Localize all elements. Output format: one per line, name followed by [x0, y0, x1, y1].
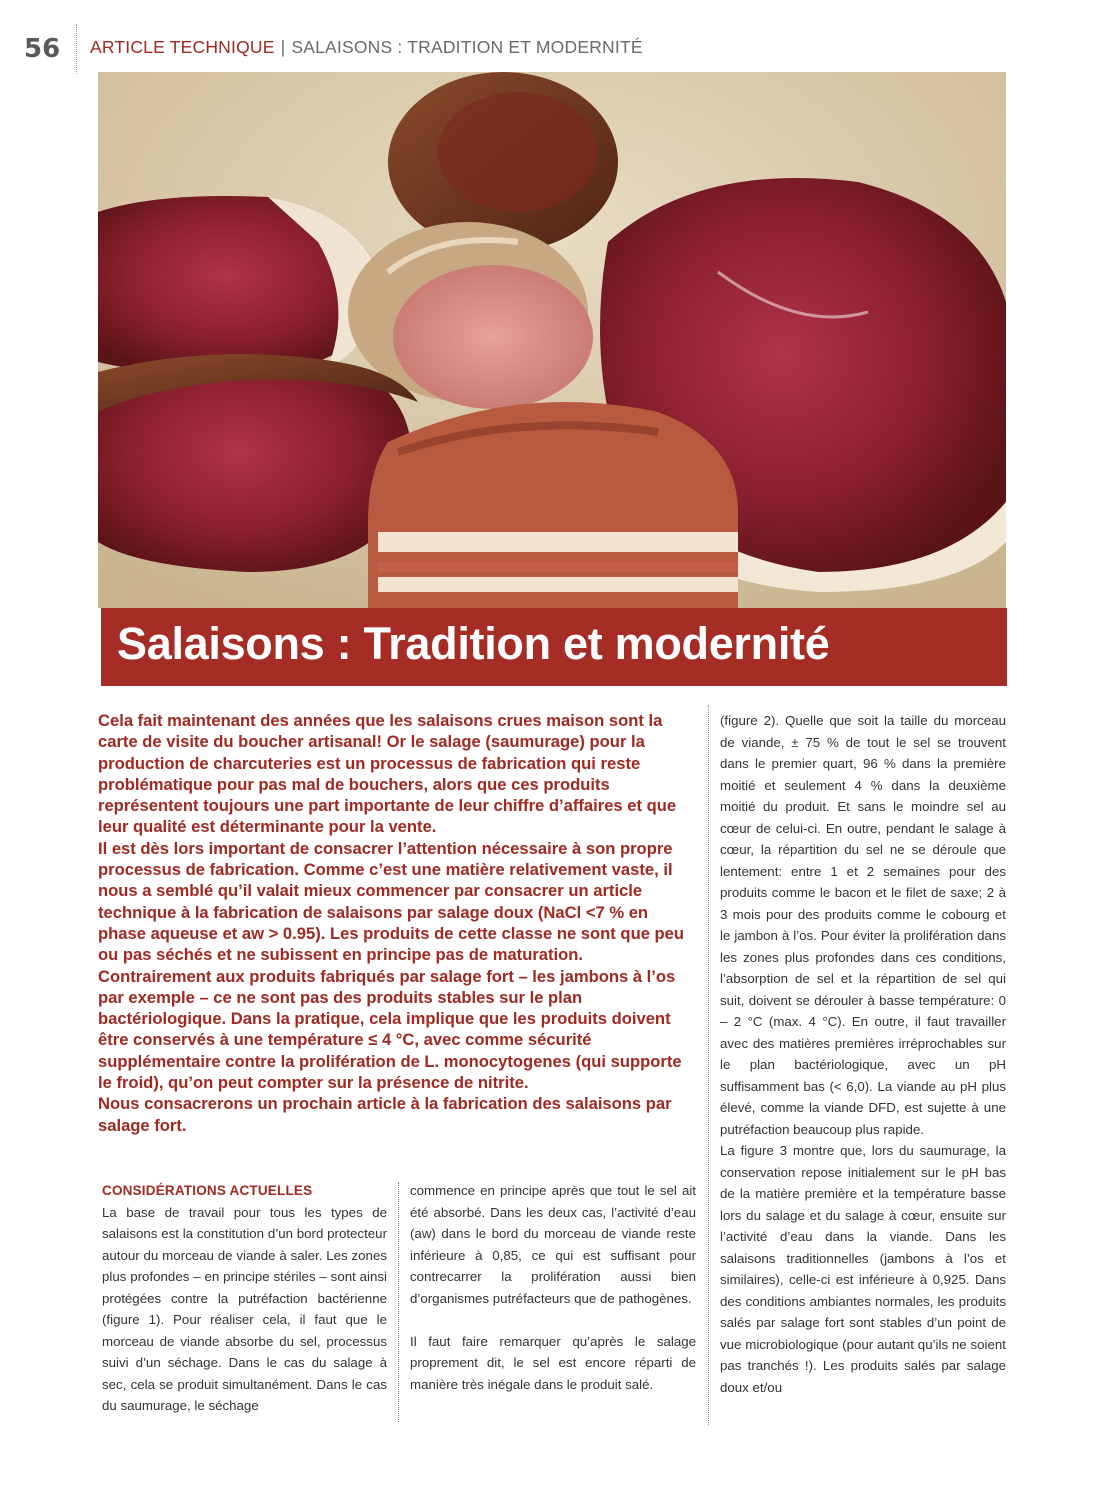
body-column-2 [410, 1180, 696, 1395]
column-divider [398, 1182, 399, 1422]
article-intro [98, 710, 700, 1136]
body-paragraph: La figure 3 montre que, lors du saumurage, la conservation repose initialement sur le pH bas de la matière première et la température basse lors du salage et du salage à cœur, ensuite sur l’activité d’eau dans la viande. Dans les salaisons traditionnelles (jambons à l’os et similaires), celle-ci est inférieure à 0,925. Dans des conditions ambiantes normales, les produits salés par salage fort sont stables d’un point de vue microbiologique (pour autant qu’ils ne soient pas tranchés !). Les produits salés par salage doux et/ou [720, 1143, 1006, 1395]
page-header [0, 0, 1109, 72]
column-divider [708, 705, 709, 1425]
running-head-section: ARTICLE TECHNIQUE [90, 37, 275, 57]
intro-paragraph: Cela fait maintenant des années que les salaisons crues maison sont la carte de visite du boucher artisanal! Or le salage (saumurage) pour la production de charcuteries est un processus de fabrication qui reste problématique pour pas mal de bouchers, alors que ces produits représentent toujours une part importante de leur chiffre d’affaires et que leur qualité est déterminante pour la vente. [98, 711, 677, 837]
section-heading: CONSIDÉRATIONS ACTUELLES [102, 1183, 313, 1198]
intro-paragraph: Il est dès lors important de consacrer l’attention nécessaire à son propre processus de fabrication. Comme c’est une matière relativement vaste, il nous a semblé qu’il valait mieux commencer par consacrer un article technique à la fabrication de salaisons par salage doux (NaCl <7 % en phase aqueuse et aw > 0.95). Les produits de cette classe ne sont que peu ou pas séchés et ne subissent en principe pas de maturation. Contrairement aux produits fabriqués par salage fort – les jambons à l’os par exemple – ce ne sont pas des produits stables sur le plan bactériologique. Dans la pratique, cela implique que les produits doivent être conservés à une température ≤ 4 °C, avec comme sécurité supplémentaire contre la prolifération de L. monocytogenes (qui supporte le froid), qu’on peut compter sur la présence de nitrite. [98, 838, 685, 1093]
body-column-1 [102, 1180, 387, 1417]
body-column-3 [720, 710, 1006, 1398]
article-title-banner [101, 608, 1007, 686]
running-head-separator: | [280, 37, 286, 57]
body-paragraph: commence en principe après que tout le sel ait été absorbé. Dans les deux cas, l’activité d’eau (aw) dans le bord du morceau de viande reste inférieure à 0,85, ce qui est suffisant pour contrecarrer la prolifération aussi bien d’organismes putréfacteurs que de pathogènes. [410, 1183, 696, 1306]
body-paragraph: Il faut faire remarquer qu’après le salage proprement dit, le sel est encore réparti de manière très inégale dans le produit salé. [410, 1333, 696, 1392]
article-title: Salaisons : Tradition et modernité [117, 618, 830, 669]
body-paragraph: (figure 2). Quelle que soit la taille du morceau de viande, ± 75 % de tout le sel se trouvent dans le premier quart, 96 % dans la première moitié et seulement 4 % dans la deuxième moitié du produit. Et sans le moindre sel au cœur de celui-ci. En outre, pendant le salage à cœur, la répartition du sel ne se déroule que lentement: entre 1 et 2 semaines pour des produits comme le bacon et le filet de saxe; 2 à 3 mois pour des produits comme le cobourg et le jambon à l’os. Pour éviter la prolifération dans les zones plus profondes dans ces conditions, l’absorption de sel et la répartition de sel qui suit, doivent se dérouler à basse température: 0 – 2 °C (max. 4 °C). En outre, il faut travailler avec des matières premières irréprochables sur le plan bactériologique, avec un pH suffisamment bas (< 6,0). La viande au pH plus élevé, comme la viande DFD, est sujette à une putréfaction beaucoup plus rapide. [720, 713, 1006, 1137]
header-divider [76, 24, 77, 74]
running-head-title: SALAISONS : TRADITION ET MODERNITÉ [291, 37, 643, 57]
body-paragraph: La base de travail pour tous les types de salaisons est la constitution d’un bord protecteur autour du morceau de viande à saler. Les zones plus profondes – en principe stériles – sont ainsi protégées contre la putréfaction bactérienne (figure 1). Pour réaliser cela, il faut que le morceau de viande absorbe du sel, processus suivi d’un séchage. Dans le cas du salage à sec, cela se produit simultanément. Dans le cas du saumurage, le séchage [102, 1204, 387, 1413]
page-number: 56 [24, 34, 61, 64]
running-head [90, 37, 643, 58]
cured-meats-illustration [98, 72, 1006, 608]
intro-paragraph: Nous consacrerons un prochain article à la fabrication des salaisons par salage fort. [98, 1094, 672, 1135]
hero-photo-cured-meats [98, 72, 1006, 608]
